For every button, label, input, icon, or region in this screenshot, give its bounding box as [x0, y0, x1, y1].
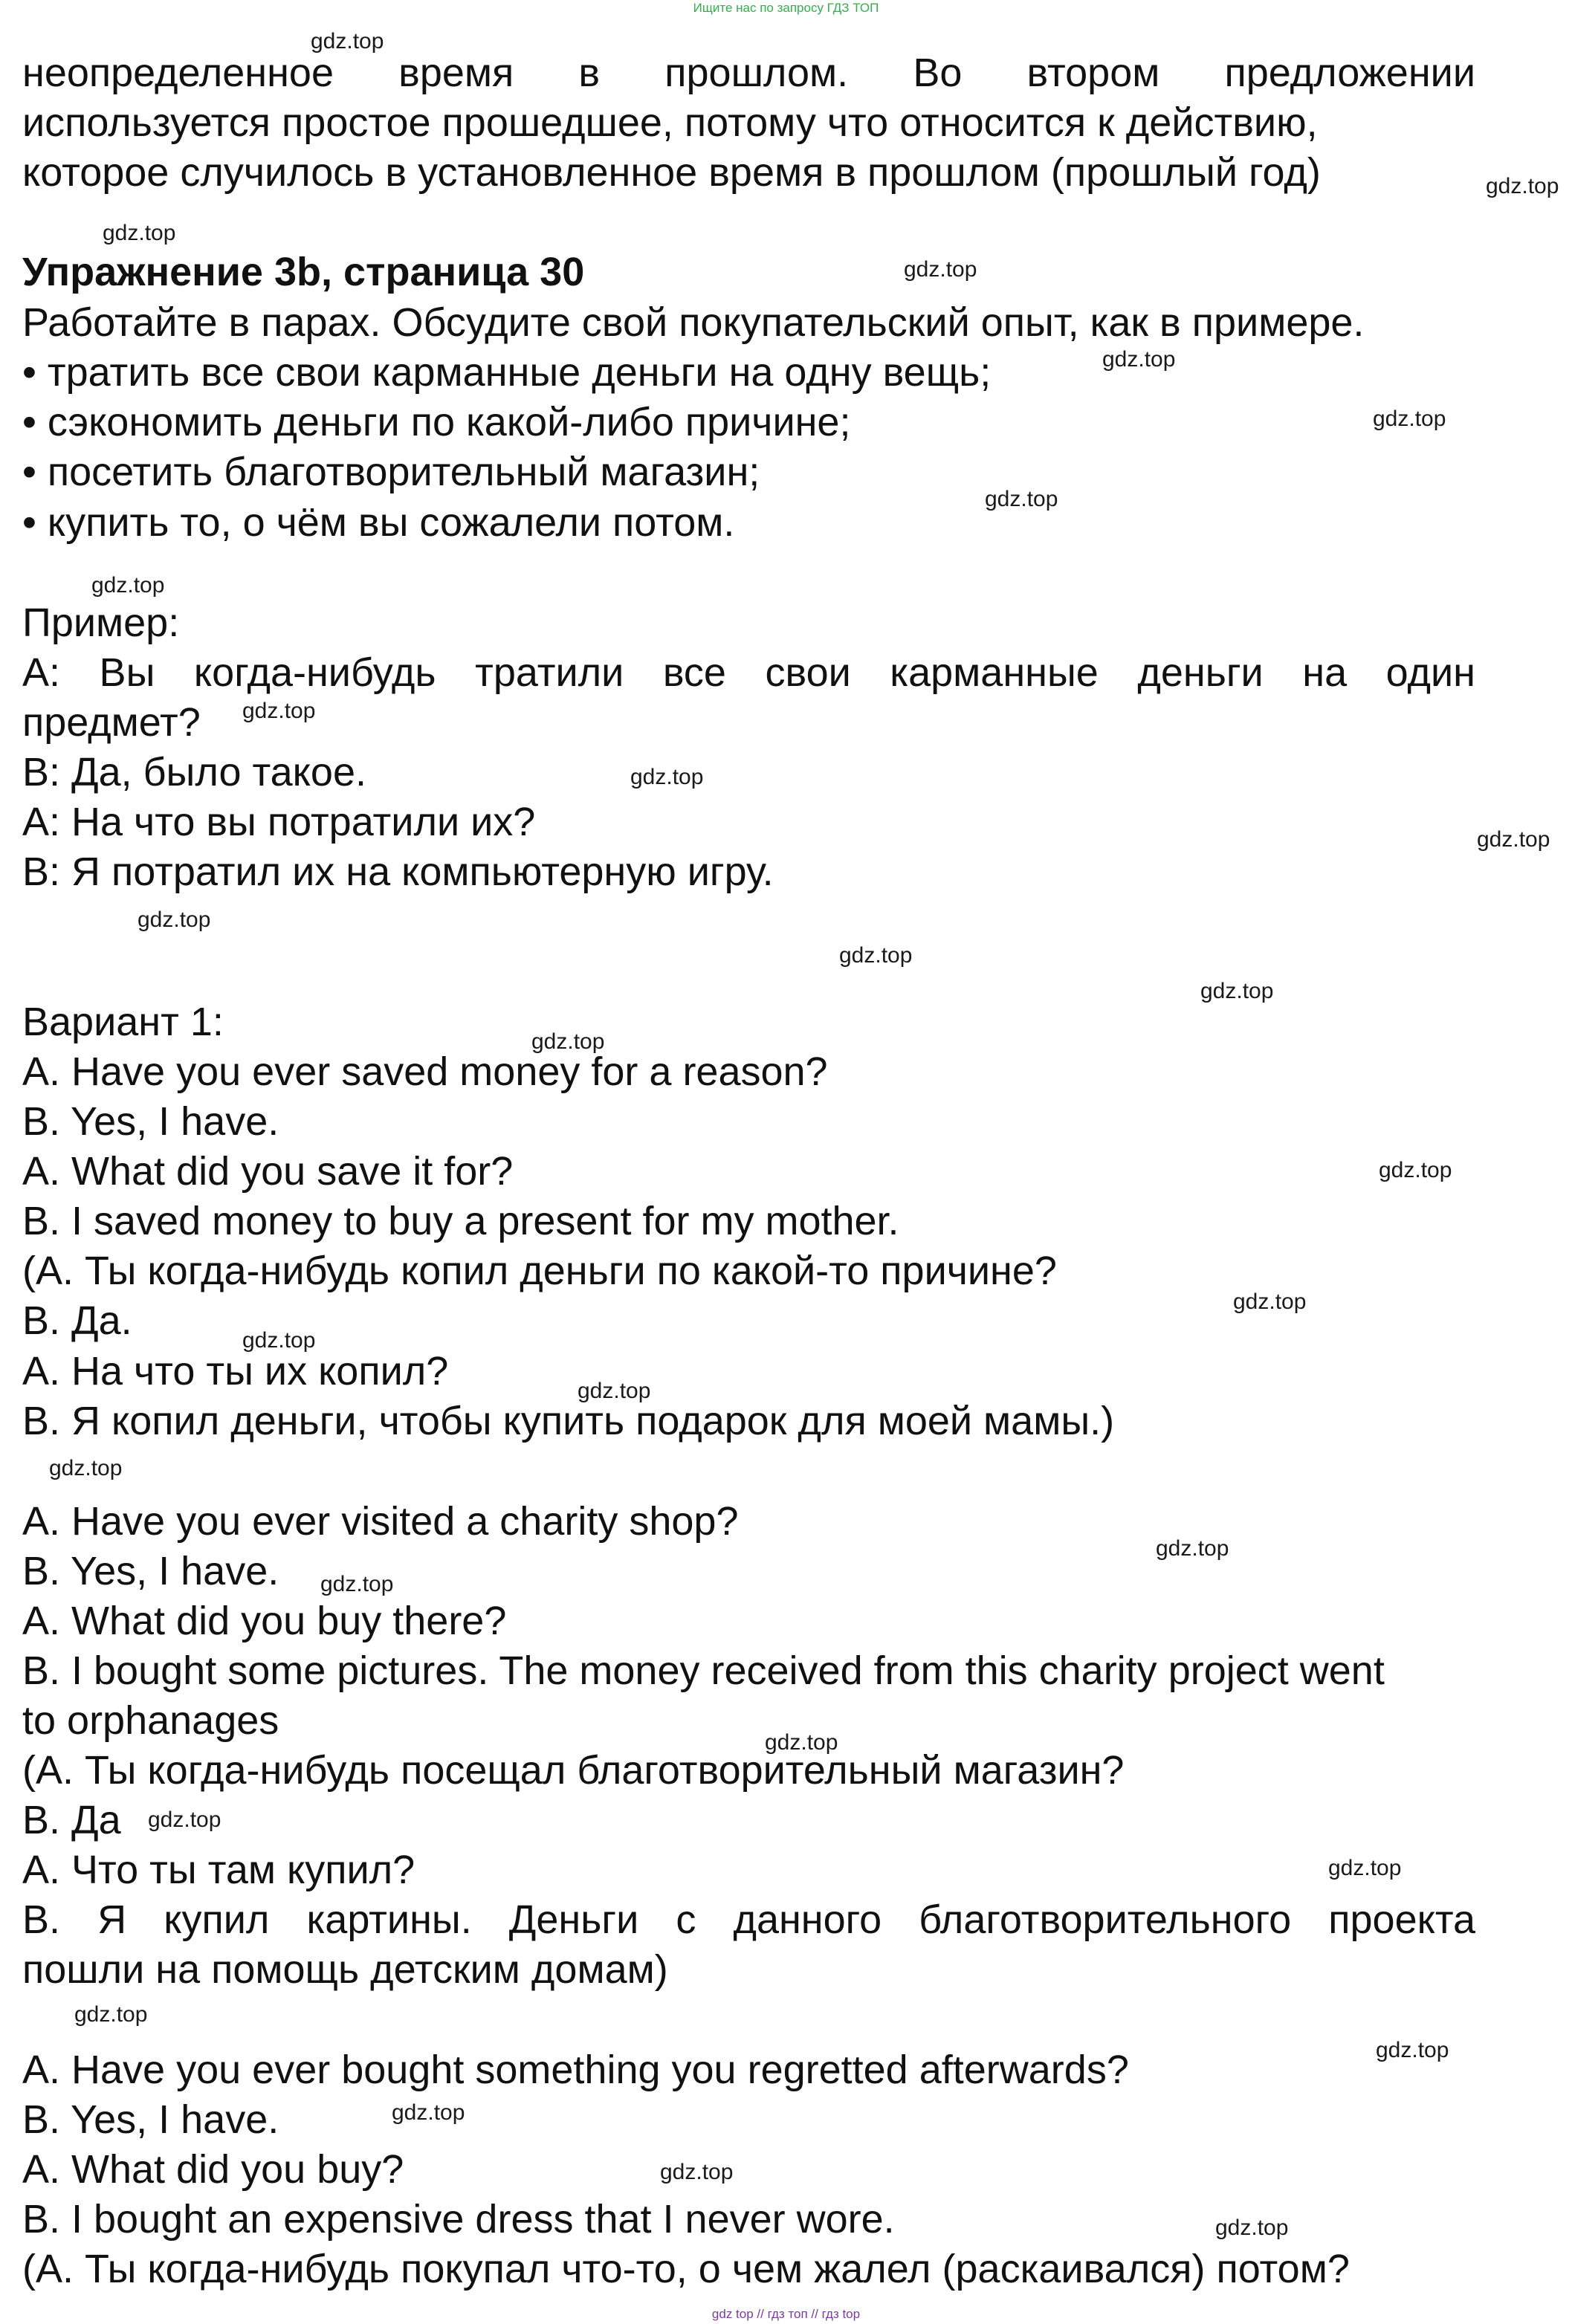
exercise-heading: Упражнение 3b, страница 30	[22, 250, 585, 294]
text-line: Работайте в парах. Обсудите свой покупательский опыт, как в примере.	[22, 300, 1365, 345]
dialogue-line: А: На что вы потратили их?	[22, 800, 536, 844]
watermark: gdz.top	[578, 1379, 651, 1403]
dialogue-line: A. What did you buy there?	[22, 1599, 507, 1643]
watermark: gdz.top	[1233, 1289, 1307, 1314]
watermark: gdz.top	[242, 1328, 316, 1353]
watermark: gdz.top	[91, 573, 165, 598]
dialogue-line: A. Have you ever saved money for a reason?	[22, 1049, 828, 1094]
dialogue-line: B. I bought an expensive dress that I never wore.	[22, 2197, 895, 2242]
dialogue-line: A. What did you buy?	[22, 2147, 404, 2192]
text-line: неопределенное время в прошлом. Во втором предложении	[22, 51, 1475, 95]
dialogue-line: А: Вы когда-нибудь тратили все свои карманные деньги на один	[22, 650, 1475, 695]
dialogue-line: В. Я копил деньги, чтобы купить подарок для моей мамы.)	[22, 1399, 1115, 1443]
watermark: gdz.top	[1373, 407, 1446, 431]
dialogue-line: пошли на помощь детским домам)	[22, 1947, 668, 1992]
dialogue-line: B. Yes, I have.	[22, 2097, 279, 2142]
dialogue-line: B. Yes, I have.	[22, 1099, 279, 1144]
watermark: gdz.top	[904, 257, 977, 282]
dialogue-line: предмет?	[22, 700, 201, 745]
watermark: gdz.top	[1328, 1856, 1402, 1880]
text-line: Пример:	[22, 601, 180, 645]
watermark: gdz.top	[138, 907, 211, 932]
watermark: gdz.top	[1486, 174, 1559, 198]
watermark: gdz.top	[1102, 347, 1176, 372]
watermark: gdz.top	[49, 1456, 123, 1480]
dialogue-line: А. Что ты там купил?	[22, 1848, 415, 1892]
watermark: gdz.top	[1379, 1158, 1452, 1182]
bullet-item: • сэкономить деньги по какой-либо причине;	[22, 400, 851, 444]
dialogue-line: A. Have you ever visited a charity shop?	[22, 1499, 739, 1544]
watermark: gdz.top	[1215, 2215, 1289, 2240]
watermark: gdz.top	[242, 699, 316, 723]
text-line: используется простое прошедшее, потому что относится к действию,	[22, 100, 1318, 145]
dialogue-line: B. I saved money to buy a present for my mother.	[22, 1199, 899, 1243]
watermark: gdz.top	[531, 1029, 605, 1054]
bottom-banner: gdz top // гдз топ // гдз top	[711, 2307, 861, 2321]
watermark: gdz.top	[1156, 1536, 1229, 1561]
dialogue-line: В. Да	[22, 1798, 121, 1842]
dialogue-line: B. I bought some pictures. The money received from this charity project went	[22, 1648, 1385, 1693]
dialogue-line: А. На что ты их копил?	[22, 1349, 449, 1394]
watermark: gdz.top	[392, 2100, 465, 2125]
watermark: gdz.top	[660, 2160, 734, 2184]
watermark: gdz.top	[311, 29, 384, 54]
dialogue-line: В. Да.	[22, 1298, 132, 1343]
dialogue-line: (А. Ты когда-нибудь покупал что-то, о чем жалел (раскаивался) потом?	[22, 2247, 1350, 2291]
dialogue-line: В: Я потратил их на компьютерную игру.	[22, 849, 774, 894]
dialogue-line: A. What did you save it for?	[22, 1149, 514, 1194]
watermark: gdz.top	[320, 1572, 394, 1596]
dialogue-line: В. Я купил картины. Деньги с данного благотворительного проекта	[22, 1897, 1475, 1942]
watermark: gdz.top	[1376, 2038, 1449, 2062]
watermark: gdz.top	[1477, 827, 1550, 852]
dialogue-line: to orphanages	[22, 1698, 279, 1743]
watermark: gdz.top	[839, 943, 913, 968]
bullet-item: • купить то, о чём вы сожалели потом.	[22, 500, 735, 545]
dialogue-line: A. Have you ever bought something you regretted afterwards?	[22, 2048, 1129, 2092]
dialogue-line: B. Yes, I have.	[22, 1549, 279, 1593]
watermark: gdz.top	[1200, 979, 1274, 1003]
watermark: gdz.top	[630, 765, 704, 789]
variant-heading: Вариант 1:	[22, 1000, 224, 1044]
dialogue-line: (А. Ты когда-нибудь копил деньги по какой-то причине?	[22, 1249, 1057, 1293]
watermark: gdz.top	[103, 221, 176, 245]
watermark: gdz.top	[765, 1730, 838, 1755]
watermark: gdz.top	[74, 2002, 148, 2027]
watermark: gdz.top	[985, 487, 1058, 511]
bullet-item: • посетить благотворительный магазин;	[22, 450, 760, 494]
dialogue-line: (А. Ты когда-нибудь посещал благотворительный магазин?	[22, 1748, 1125, 1793]
dialogue-line: В: Да, было такое.	[22, 750, 366, 794]
watermark: gdz.top	[148, 1807, 221, 1832]
bullet-item: • тратить все свои карманные деньги на одну вещь;	[22, 350, 992, 395]
text-line: которое случилось в установленное время в прошлом (прошлый год)	[22, 150, 1321, 195]
top-banner: Ищите нас по запросу ГДЗ ТОП	[693, 1, 879, 15]
